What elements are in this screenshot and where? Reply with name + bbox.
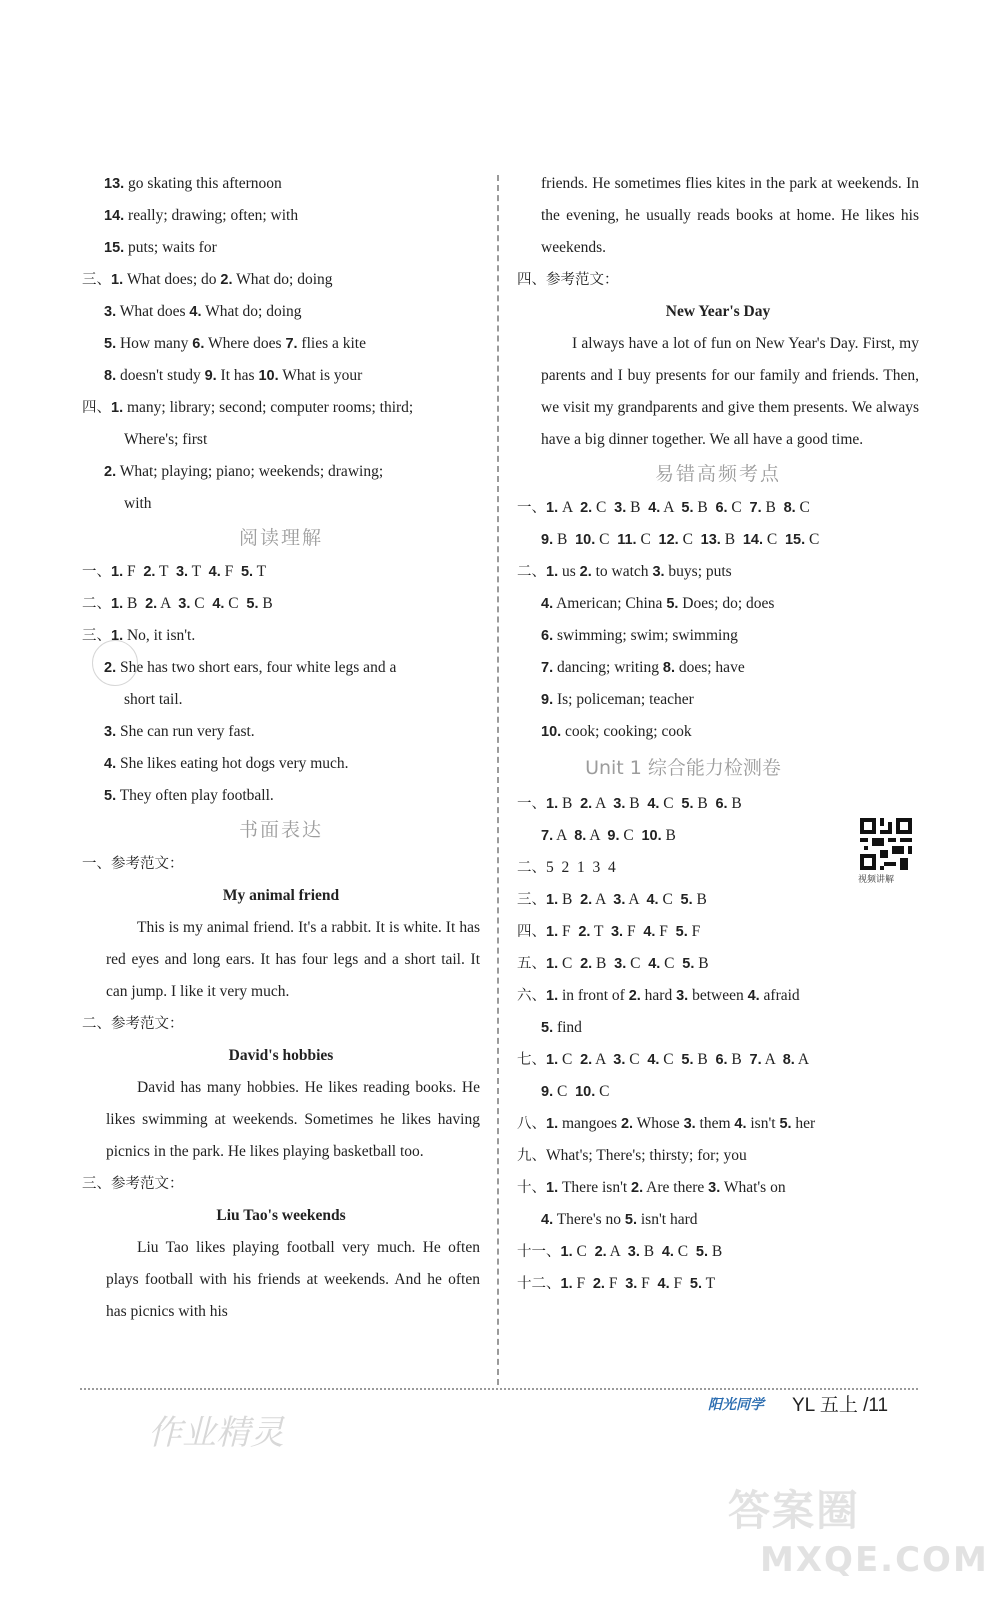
- item-answer: B: [625, 795, 648, 812]
- item-number: 8.: [783, 500, 796, 516]
- item-answer: A: [553, 827, 575, 844]
- answer-line: 二、1. us 2. to watch 3. buys; puts: [517, 563, 732, 580]
- item-answer: F: [623, 923, 644, 940]
- item-number: 5.: [681, 500, 694, 516]
- item-answer: F: [637, 1275, 658, 1292]
- item-number: 1.: [546, 956, 559, 972]
- item-answer: C: [595, 1083, 610, 1100]
- watermark: 答案圈: [728, 1486, 861, 1535]
- item-answer: B: [553, 531, 576, 548]
- item-number: 5.: [681, 1052, 694, 1068]
- item-number: 1.: [560, 1276, 573, 1292]
- item-number: 3.: [614, 500, 627, 516]
- item-number: 1.: [546, 796, 559, 812]
- item-answer: C: [658, 891, 681, 908]
- item-number: 1.: [111, 564, 124, 580]
- stamp-mark: [92, 640, 138, 686]
- item-answer: C: [558, 1051, 581, 1068]
- item-number: 2.: [578, 924, 591, 940]
- item-number: 14.: [742, 532, 763, 548]
- page-number: YL 五上 /11: [792, 1395, 889, 1416]
- item-answer: T: [155, 563, 176, 580]
- item-number: 2.: [580, 1052, 593, 1068]
- item-answer: F: [572, 1275, 593, 1292]
- item-answer: B: [123, 595, 146, 612]
- answer-line: 4. There's no 5. isn't hard: [541, 1211, 698, 1228]
- item-number: 3.: [175, 564, 189, 580]
- item-answer: B: [692, 891, 707, 908]
- answer-line: 一、1. F 2. T 3. T 4. F 5. T: [82, 563, 267, 580]
- item-answer: B: [558, 795, 581, 812]
- answer-line: 十、1. There isn't 2. Are there 3. What's on: [517, 1179, 786, 1196]
- essay-title: New Year's Day: [665, 303, 771, 320]
- answer-line: 六、1. in front of 2. hard 3. between 4. afraid: [517, 987, 800, 1004]
- answer-line: 3. She can run very fast.: [104, 723, 255, 740]
- answer-line: 三、1. B 2. A 3. A 4. C 5. B: [517, 891, 707, 908]
- essay-title: Liu Tao's weekends: [216, 1207, 346, 1224]
- item-answer: B: [707, 1243, 723, 1260]
- item-answer: A: [592, 1051, 614, 1068]
- answer-line: 14. really; drawing; often; with: [104, 207, 299, 224]
- item-number: 2.: [594, 1244, 607, 1260]
- item-number: 4.: [648, 500, 661, 516]
- item-answer: B: [694, 955, 709, 972]
- answer-line: 四、1. many; library; second; computer rooms; third;: [82, 399, 414, 416]
- item-number: 4.: [212, 596, 225, 612]
- answer-line: [517, 820, 919, 852]
- item-answer: B: [639, 1243, 662, 1260]
- item-number: 8.: [782, 1052, 795, 1068]
- answer-line: [517, 1076, 919, 1108]
- item-answer: C: [805, 531, 820, 548]
- qr-code-icon[interactable]: [860, 818, 912, 870]
- answer-line: 五、1. C 2. B 3. C 4. C 5. B: [517, 955, 709, 972]
- item-number: 5.: [680, 892, 693, 908]
- item-answer: T: [590, 923, 611, 940]
- essay-label: 一、参考范文：: [82, 856, 184, 872]
- item-number: 11.: [617, 532, 637, 548]
- essay-text: This is my animal friend. It's a rabbit. It is white. It has red eyes and long ears. It has four legs and a short tail. It can jump. I like it very much.: [106, 919, 480, 1000]
- answer-line: with: [124, 495, 152, 512]
- item-answer: T: [253, 563, 267, 580]
- watermark: 作业精灵: [148, 1413, 284, 1453]
- item-answer: C: [659, 795, 682, 812]
- section-title-writing: 书面表达: [238, 819, 323, 841]
- item-number: 5.: [675, 924, 688, 940]
- item-number: 2.: [580, 500, 593, 516]
- item-answer: C: [592, 499, 615, 516]
- section-title-unit-test: Unit 1 综合能力检测卷: [585, 757, 781, 779]
- item-answer: B: [693, 795, 716, 812]
- essay-text: Liu Tao likes playing football very much. He often plays football with his friends at weekends. And he often has picnics with his: [106, 1239, 480, 1320]
- item-number: 5.: [682, 956, 695, 972]
- answer-line: 七、1. C 2. A 3. C 4. C 5. B 6. B 7. A 8. A: [517, 1051, 810, 1068]
- answer-line: short tail.: [124, 691, 183, 708]
- answer-line: 三、1. No, it isn't.: [82, 627, 196, 644]
- essay-title: My animal friend: [222, 887, 340, 904]
- item-answer: F: [220, 563, 241, 580]
- item-answer: A: [592, 795, 614, 812]
- item-number: 1.: [546, 500, 559, 516]
- item-answer: C: [673, 1243, 696, 1260]
- answer-line: 10. cook; cooking; cook: [541, 723, 692, 740]
- item-number: 5.: [695, 1244, 708, 1260]
- item-number: 7.: [749, 500, 762, 516]
- item-number: 10.: [641, 828, 662, 844]
- item-number: 9.: [541, 1084, 554, 1100]
- answer-line: 一、1. A 2. C 3. B 4. A 5. B 6. C 7. B 8. C: [517, 499, 810, 516]
- answer-line: 八、1. mangoes 2. Whose 3. them 4. isn't 5. her: [517, 1115, 816, 1132]
- item-answer: B: [661, 827, 676, 844]
- item-answer: C: [727, 499, 750, 516]
- item-answer: A: [794, 1051, 810, 1068]
- item-number: 7.: [749, 1052, 762, 1068]
- item-answer: C: [659, 1051, 682, 1068]
- item-answer: A: [558, 499, 581, 516]
- answer-line: 2. What; playing; piano; weekends; drawing;: [104, 463, 384, 480]
- answer-line: 三、1. What does; do 2. What do; doing: [82, 271, 333, 288]
- item-answer: A: [761, 1051, 783, 1068]
- answer-line: 二、1. B 2. A 3. C 4. C 5. B: [82, 595, 273, 612]
- answer-line: [517, 524, 919, 556]
- item-number: 1.: [546, 1052, 559, 1068]
- item-answer: C: [626, 955, 649, 972]
- item-number: 4.: [661, 1244, 674, 1260]
- item-number: 5.: [246, 596, 259, 612]
- item-answer: B: [693, 1051, 716, 1068]
- item-number: 6.: [715, 1052, 728, 1068]
- item-number: 8.: [574, 828, 587, 844]
- item-answer: B: [720, 531, 743, 548]
- item-answer: C: [619, 827, 642, 844]
- item-number: 3.: [613, 1052, 626, 1068]
- item-number: 3.: [178, 596, 191, 612]
- watermark: MXQE.COM: [760, 1540, 989, 1580]
- item-number: 12.: [658, 532, 679, 548]
- item-answer: A: [606, 1243, 628, 1260]
- item-answer: A: [157, 595, 179, 612]
- item-answer: B: [258, 595, 273, 612]
- answer-line: 3. What does 4. What do; doing: [104, 303, 302, 320]
- item-answer: C: [595, 531, 618, 548]
- item-number: 2.: [145, 596, 158, 612]
- item-number: 3.: [614, 956, 627, 972]
- essay-text: I always have a lot of fun on New Year's Day. First, my parents and I buy presents for our family and friends. Then, we visit my grandparents and give them presents. We always have a big dinner together. We all have a good time.: [541, 335, 919, 448]
- qr-label: 视频讲解: [858, 875, 895, 885]
- section-title-frequent: 易错高频考点: [654, 463, 781, 485]
- item-answer: A: [592, 891, 614, 908]
- item-number: 1.: [560, 1244, 573, 1260]
- item-number: 3.: [613, 892, 626, 908]
- answer-line: 2. She has two short ears, four white legs and a: [104, 659, 397, 676]
- item-answer: C: [190, 595, 213, 612]
- answer-line: 九、What's; There's; thirsty; for; you: [517, 1147, 747, 1164]
- essay-label: 二、参考范文：: [82, 1016, 184, 1032]
- item-answer: C: [625, 1051, 648, 1068]
- item-number: 15.: [784, 532, 806, 548]
- essay-continued: friends. He sometimes flies kites in the park at weekends. In the evening, he usually reads books at home. He likes his weekends.: [541, 175, 919, 256]
- item-answer: C: [795, 499, 810, 516]
- item-answer: A: [660, 499, 682, 516]
- item-answer: C: [660, 955, 683, 972]
- item-answer: C: [678, 531, 701, 548]
- answer-line: 4. American; China 5. Does; do; does: [541, 595, 775, 612]
- item-answer: F: [655, 923, 676, 940]
- item-answer: C: [572, 1243, 595, 1260]
- item-number: 5.: [240, 564, 254, 580]
- item-answer: B: [761, 499, 784, 516]
- answer-line: 四、1. F 2. T 3. F 4. F 5. F: [517, 923, 701, 940]
- item-answer: T: [188, 563, 209, 580]
- item-number: 4.: [648, 956, 661, 972]
- right-column: [517, 168, 919, 1300]
- essay-label: 四、参考范文：: [517, 272, 619, 288]
- item-answer: F: [123, 563, 144, 580]
- item-number: 6.: [715, 500, 728, 516]
- item-answer: C: [224, 595, 247, 612]
- answer-line: 9. Is; policeman; teacher: [541, 691, 694, 708]
- answer-line: 7. dancing; writing 8. does; have: [541, 659, 745, 676]
- item-number: 3.: [627, 1244, 640, 1260]
- answer-line: 一、1. B 2. A 3. B 4. C 5. B 6. B: [517, 795, 742, 812]
- item-answer: C: [553, 1083, 576, 1100]
- item-number: 2.: [580, 892, 593, 908]
- essay-text: David has many hobbies. He likes reading books. He likes swimming at weekends. Sometimes he likes having picnics in the park. He likes playing basketball too.: [106, 1079, 480, 1160]
- item-answer: T: [701, 1275, 716, 1292]
- item-answer: F: [687, 923, 701, 940]
- item-number: 3.: [625, 1276, 638, 1292]
- answer-line: 15. puts; waits for: [104, 239, 217, 256]
- item-number: 3.: [610, 924, 624, 940]
- answer-line: 二、5 2 1 3 4: [517, 859, 616, 876]
- brand-logo: 阳光同学: [708, 1397, 764, 1413]
- item-answer: B: [592, 955, 615, 972]
- item-answer: B: [626, 499, 649, 516]
- item-number: 5.: [681, 796, 694, 812]
- item-number: 1.: [111, 596, 124, 612]
- item-answer: F: [558, 923, 579, 940]
- essay-label: 三、参考范文：: [82, 1176, 184, 1192]
- section-title-reading: 阅读理解: [238, 527, 323, 549]
- item-number: 1.: [546, 924, 559, 940]
- item-number: 7.: [541, 828, 554, 844]
- item-answer: C: [636, 531, 659, 548]
- item-number: 13.: [700, 532, 721, 548]
- item-number: 10.: [575, 1084, 596, 1100]
- answer-line: 8. doesn't study 9. It has 10. What is your: [104, 367, 363, 384]
- answer-line: 5. They often play football.: [104, 787, 274, 804]
- item-number: 2.: [143, 564, 156, 580]
- answer-line: 6. swimming; swim; swimming: [541, 627, 738, 644]
- item-number: 2.: [580, 956, 593, 972]
- answer-line: 十一、1. C 2. A 3. B 4. C 5. B: [517, 1243, 723, 1260]
- item-answer: B: [727, 795, 742, 812]
- essay-title: David's hobbies: [228, 1047, 334, 1064]
- item-number: 4.: [657, 1276, 670, 1292]
- item-answer: B: [693, 499, 716, 516]
- item-answer: A: [625, 891, 647, 908]
- item-number: 9.: [607, 828, 620, 844]
- item-number: 4.: [647, 796, 660, 812]
- item-number: 4.: [646, 892, 659, 908]
- item-number: 4.: [647, 1052, 660, 1068]
- item-number: 4.: [643, 924, 656, 940]
- item-answer: C: [558, 955, 581, 972]
- item-number: 4.: [208, 564, 221, 580]
- item-number: 2.: [580, 796, 593, 812]
- answer-line: 5. find: [541, 1019, 582, 1036]
- item-answer: A: [586, 827, 608, 844]
- item-number: 6.: [715, 796, 728, 812]
- item-answer: C: [762, 531, 785, 548]
- item-number: 9.: [541, 532, 554, 548]
- left-column: [82, 168, 480, 1328]
- item-number: 1.: [546, 892, 559, 908]
- item-number: 5.: [689, 1276, 702, 1292]
- item-answer: F: [604, 1275, 626, 1292]
- answer-line: 4. She likes eating hot dogs very much.: [104, 755, 349, 772]
- answer-line: 13. go skating this afternoon: [104, 175, 282, 192]
- column-divider: [497, 175, 499, 1385]
- item-number: 3.: [613, 796, 626, 812]
- item-answer: B: [727, 1051, 750, 1068]
- item-number: 10.: [575, 532, 596, 548]
- answer-line: 5. How many 6. Where does 7. flies a kite: [104, 335, 366, 352]
- answer-line: Where's; first: [124, 431, 208, 448]
- item-answer: F: [669, 1275, 690, 1292]
- item-answer: B: [558, 891, 581, 908]
- answer-line: 十二、1. F 2. F 3. F 4. F 5. T: [517, 1275, 716, 1292]
- item-number: 2.: [592, 1276, 605, 1292]
